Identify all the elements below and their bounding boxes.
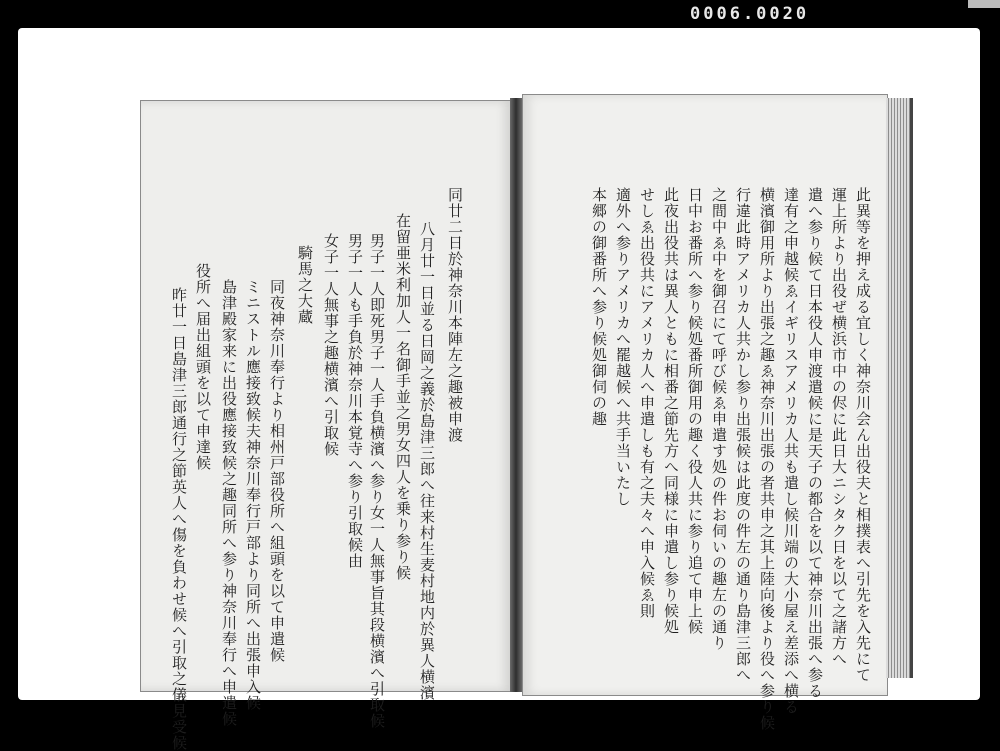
right-line-9: 此夜出役共は異人ともに相番之節先方へ同様に申遣し参り候処	[662, 187, 680, 635]
page-edges	[886, 98, 913, 678]
left-line-7: 騎馬之大蔵	[296, 245, 314, 325]
film-edge-marker	[968, 0, 1000, 8]
left-line-9: ミニストル應接致候夫神奈川奉行戸部より同所へ出張申入候	[244, 279, 262, 711]
right-line-11: 適外へ参りアメリカへ罷越候へ共手当いたし	[614, 187, 632, 507]
photo-background	[18, 28, 980, 751]
left-line-1: 同廿二日於神奈川本陣左之趣被申渡	[446, 187, 464, 443]
left-line-5: 男子一人も手負於神奈川本覚寺へ参り引取候由	[346, 233, 364, 569]
right-line-10: せしゑ出役共にアメリカ人へ申遣しも有之夫々へ申入候ゑ則	[638, 187, 656, 619]
left-line-12: 昨廿一日島津三郎通行之節英人へ傷を負わせ候へ引取之儀見受候	[170, 287, 188, 751]
left-line-8: 同夜神奈川奉行より相州戸部役所へ組頭を以て申遣候	[268, 279, 286, 663]
right-line-4: 達有之申越候ゑイギリスアメリカ人共も遣し候川端の大小屋え差添へ横る	[782, 187, 800, 715]
left-line-2: 八月廿一日並る日岡之義於島津三郎へ往来村生麦村地内於異人横濱	[418, 221, 436, 701]
right-line-7: 之間中ゑ中を御召にて呼び候ゑ申遣す処の件お伺いの趣左の通り	[710, 187, 728, 651]
left-line-4: 男子一人即死男子一人手負横濱へ参り女一人無事旨其段横濱へ引取候	[368, 233, 386, 729]
right-line-12: 本郷の御番所へ参り候処御伺の趣	[590, 187, 608, 427]
left-line-3: 在留亜米利加人一名御手並之男女四人を乗り参り候	[394, 213, 412, 581]
left-page	[140, 100, 512, 751]
right-line-5: 横濱御用所より出張之趣ゑ神奈川出張の者共申之其上陸向後より役へ参り候	[758, 187, 776, 731]
open-book	[130, 78, 920, 751]
book-gutter	[510, 98, 522, 692]
right-line-1: 此異等を押え成る宜しく神奈川会ん出役夫と相撲表へ引先を入先にて	[854, 187, 872, 683]
left-line-6: 女子一人無事之趣横濱へ引取候	[322, 233, 340, 457]
right-line-8: 日中お番所へ参り候処番所御用の趣く役人共に参り追て申上候	[686, 187, 704, 635]
right-page	[522, 94, 888, 731]
right-line-2: 運上所より出役ぜ横浜市中の侭に此日大ニシタク日を以て之諸方へ	[830, 187, 848, 667]
right-line-3: 遣へ参り候て日本役人申渡遣候に是天子の都合を以て神奈川出張へ参る	[806, 187, 824, 699]
left-line-10: 島津殿家来に出役應接致候之趣同所へ参り神奈川奉行へ申遣候	[220, 279, 238, 727]
right-line-6: 行違此時アメリカ人共かし参り出張候は此度の件左の通り島津三郎へ	[734, 187, 752, 683]
left-line-11: 役所へ届出組頭を以て申達候	[194, 263, 212, 471]
frame-number-label: 0006.0020	[690, 4, 810, 24]
